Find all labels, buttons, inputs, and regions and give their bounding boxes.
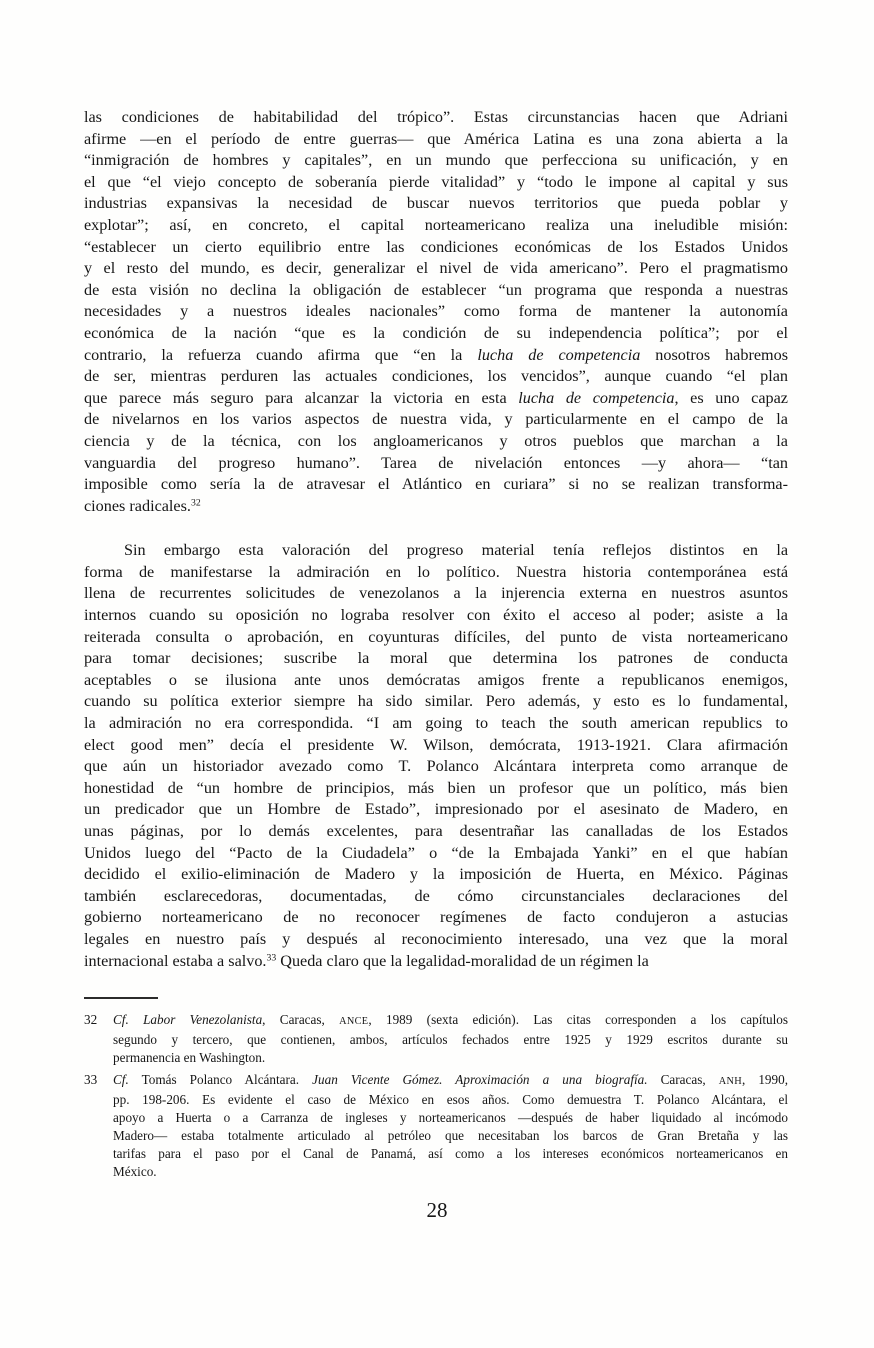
- text-segment: , 1990,: [741, 1072, 789, 1088]
- text-segment: gobierno norteamericano de no reconocer regímenes de facto condujeron a astucias: [84, 908, 788, 927]
- text-segment: Unidos luego del “Pacto de la Ciudadela” o “de la Embajada Yanki” en el que habían: [84, 843, 788, 862]
- text-line: [84, 258, 788, 280]
- text-line: [84, 735, 788, 757]
- footnote-reference: 32: [190, 497, 201, 509]
- text-segment: también esclarecedoras, documentadas, de cómo circunstanciales declaraciones del: [84, 886, 788, 905]
- text-segment: lucha de competencia: [518, 388, 675, 407]
- text-line: [84, 627, 788, 649]
- text-line: [84, 388, 788, 410]
- text-line: [113, 1049, 788, 1067]
- text-line: [113, 1163, 788, 1181]
- text-segment: aceptables o se ilusiona ante unos demócratas amigos frente a republicanos enemigos,: [84, 670, 788, 689]
- body-text: [84, 107, 788, 972]
- text-segment: económica de la nación “que es la condición de su independencia política”; por el: [84, 323, 788, 342]
- footnote: [84, 1011, 788, 1067]
- text-segment: permanencia en Washington.: [113, 1050, 266, 1066]
- text-line: [84, 474, 788, 496]
- text-line: [84, 907, 788, 929]
- text-line: [84, 562, 788, 584]
- text-line: [84, 280, 788, 302]
- text-line: [84, 107, 788, 129]
- text-segment: Caracas,: [647, 1072, 719, 1088]
- text-segment: honestidad de “un hombre de principios, más bien un profesor que un político, más bien: [84, 778, 788, 797]
- text-line: [113, 1091, 788, 1109]
- footnote-number: 32: [84, 1012, 98, 1028]
- text-segment: legales en nuestro país y después al reconocimiento interesado, una vez que la moral: [84, 929, 788, 948]
- text-segment: para tomar decisiones; suscribe la moral que determina los patrones de conducta: [84, 649, 788, 668]
- text-line: [84, 605, 788, 627]
- text-segment: vanguardia del progreso humano”. Tarea de nivelación entonces —y ahora— “tan: [84, 453, 788, 472]
- text-line: [84, 843, 788, 865]
- text-line: [84, 951, 788, 973]
- text-segment: de esta visión no declina la obligación de establecer “un programa que responda a nuestras: [84, 280, 788, 299]
- text-segment: de ser, mientras perduren las actuales condiciones, los vencidos”, aunque cuando “el plan: [84, 367, 788, 386]
- text-line: [84, 648, 788, 670]
- text-segment: que parece más seguro para alcanzar la victoria en esta: [84, 388, 519, 407]
- text-line: [113, 1127, 788, 1145]
- text-line: [84, 756, 788, 778]
- text-segment: “inmigración de hombres y capitales”, en un mundo que perfecciona su unificación, y en: [84, 151, 788, 170]
- text-line: [84, 799, 788, 821]
- text-line: [84, 453, 788, 475]
- text-line: [84, 886, 788, 908]
- text-segment: Cf.: [113, 1072, 129, 1088]
- text-line: [84, 366, 788, 388]
- text-line: [84, 778, 788, 800]
- page-number: 28: [426, 1198, 448, 1222]
- text-segment: ANH: [718, 1076, 742, 1088]
- text-segment: México.: [113, 1164, 157, 1180]
- text-line: [84, 215, 788, 237]
- text-segment: imposible como sería la de atravesar el Atlántico en curiara” si no se realizan transforma-: [84, 475, 788, 494]
- text-segment: elect good men” decía el presidente W. Wilson, demócrata, 1913-1921. Clara afirmación: [84, 735, 788, 754]
- text-line: [84, 172, 788, 194]
- text-segment: Madero— estaba totalmente articulado al petróleo que necesitaban los barcos de Gran Bretaña y las: [113, 1128, 788, 1144]
- text-line: [113, 1109, 788, 1127]
- text-line: [84, 821, 788, 843]
- text-line: [84, 496, 788, 518]
- text-line: [113, 1071, 788, 1091]
- text-segment: internacional estaba a salvo.: [84, 951, 267, 970]
- text-segment: pp. 198-206. Es evidente el caso de México en esos años. Como demuestra T. Polanco Alcántara, el: [113, 1092, 788, 1108]
- text-segment: el que “el viejo concepto de soberanía pierde vitalidad” y “todo le impone al capital y sus: [84, 172, 788, 191]
- text-line: [84, 345, 788, 367]
- text-segment: apoyo a Huerta o a Carranza de ingleses y norteamericanos —después de haber liquidado al incómodo: [113, 1110, 788, 1126]
- footnote: [84, 1071, 788, 1181]
- text-segment: internos cuando su oposición no lograba resolver con éxito el acceso al poder; asiste a la: [84, 606, 788, 625]
- text-segment: , Caracas,: [262, 1012, 340, 1028]
- text-segment: unas páginas, por lo demás excelentes, para desentrañar las canalladas de los Estados: [84, 822, 788, 840]
- text-line: [84, 129, 788, 151]
- text-segment: decidido el exilio-eliminación de Madero y la imposición de Huerta, en México. Páginas: [84, 865, 788, 884]
- text-segment: llena de recurrentes solicitudes de venezolanos a la injerencia externa en nuestros asuntos: [84, 584, 788, 603]
- text-segment: contrario, la refuerza cuando afirma que “en la: [84, 345, 478, 364]
- text-segment: Tomás Polanco Alcántara.: [128, 1072, 313, 1088]
- text-segment: explotar”; así, en concreto, el capital norteamericano realiza una ineludible misión:: [84, 215, 788, 234]
- text-line: [84, 864, 788, 886]
- text-line: [113, 1031, 788, 1049]
- text-line: [113, 1145, 788, 1163]
- text-segment: ANCE: [339, 1016, 369, 1028]
- text-segment: afirme —en el período de entre guerras— que América Latina es una zona abierta a la: [84, 129, 788, 148]
- text-line: [84, 713, 788, 735]
- text-line: [84, 301, 788, 323]
- text-segment: Sin embargo esta valoración del progreso material tenía reflejos distintos en la: [124, 541, 788, 560]
- text-segment: Queda claro que la legalidad-moralidad de un régimen la: [276, 951, 649, 970]
- text-segment: un predicador que un Hombre de Estado”, impresionado por el asesinato de Madero, en: [84, 800, 788, 819]
- text-line: [84, 237, 788, 259]
- text-segment: de nivelarnos en los varios aspectos de nuestra vida, y particularmente en el campo de la: [84, 410, 788, 429]
- text-line: [84, 409, 788, 431]
- text-line: [84, 929, 788, 951]
- paragraph: [84, 107, 788, 517]
- text-segment: ciones radicales.: [84, 496, 191, 515]
- text-line: [84, 193, 788, 215]
- text-segment: ciencia y de la técnica, con los angloamericanos y otros pueblos que marchan a la: [84, 431, 788, 450]
- footnote-separator-rule: [84, 997, 158, 999]
- footnote-text: [113, 1071, 788, 1181]
- text-segment: nosotros habremos: [640, 345, 789, 364]
- text-segment: forma de manifestarse la admiración en lo político. Nuestra historia contemporánea está: [84, 562, 788, 581]
- footnote-number: 33: [84, 1072, 98, 1088]
- text-segment: cuando su política exterior siempre ha sido similar. Pero además, y esto es lo fundamental,: [84, 692, 788, 711]
- text-segment: segundo y tercero, que contienen, ambos, artículos fechados entre 1925 y 1929 escritos durante su: [113, 1032, 788, 1048]
- text-segment: la admiración no era correspondida. “I am going to teach the south american republics to: [84, 714, 788, 733]
- text-segment: Juan Vicente Gómez. Aproximación a una biografía.: [312, 1072, 648, 1088]
- text-line: [84, 540, 788, 562]
- text-segment: y el resto del mundo, es decir, generalizar el nivel de vida americano”. Pero el pragmatismo: [84, 259, 788, 278]
- text-segment: Cf. Labor Venezolanista: [113, 1012, 263, 1028]
- text-line: [84, 670, 788, 692]
- paragraph: [84, 540, 788, 972]
- text-segment: las condiciones de habitabilidad del trópico”. Estas circunstancias hacen que Adriani: [84, 108, 788, 126]
- text-segment: reiterada consulta o aprobación, en coyunturas difíciles, del punto de vista norteamericano: [84, 627, 788, 646]
- text-line: [113, 1011, 788, 1031]
- footnote-text: [113, 1011, 788, 1067]
- text-segment: “establecer un cierto equilibrio entre las condiciones económicas de los Estados Unidos: [84, 237, 788, 256]
- text-line: [84, 323, 788, 345]
- text-segment: tarifas para el paso por el Canal de Panamá, así como a los intereses económicos norteamericanos en: [113, 1146, 788, 1162]
- text-line: [84, 150, 788, 172]
- text-segment: que aún un historiador avezado como T. Polanco Alcántara interpreta como arranque de: [84, 757, 788, 776]
- text-segment: industrias expansivas la necesidad de buscar nuevos territorios que pueda poblar y: [84, 194, 788, 213]
- text-segment: lucha de competencia: [477, 345, 641, 364]
- text-line: [84, 583, 788, 605]
- footnote-reference: 33: [266, 952, 277, 964]
- footnotes-section: [84, 1011, 788, 1181]
- text-segment: , 1989 (sexta edición). Las citas corresponden a los capítulos: [368, 1012, 789, 1028]
- text-segment: necesidades y a nuestros ideales nacionales” como forma de mantener la autonomía: [84, 302, 788, 321]
- text-line: [84, 691, 788, 713]
- text-line: [84, 431, 788, 453]
- text-segment: , es uno capaz: [674, 388, 788, 407]
